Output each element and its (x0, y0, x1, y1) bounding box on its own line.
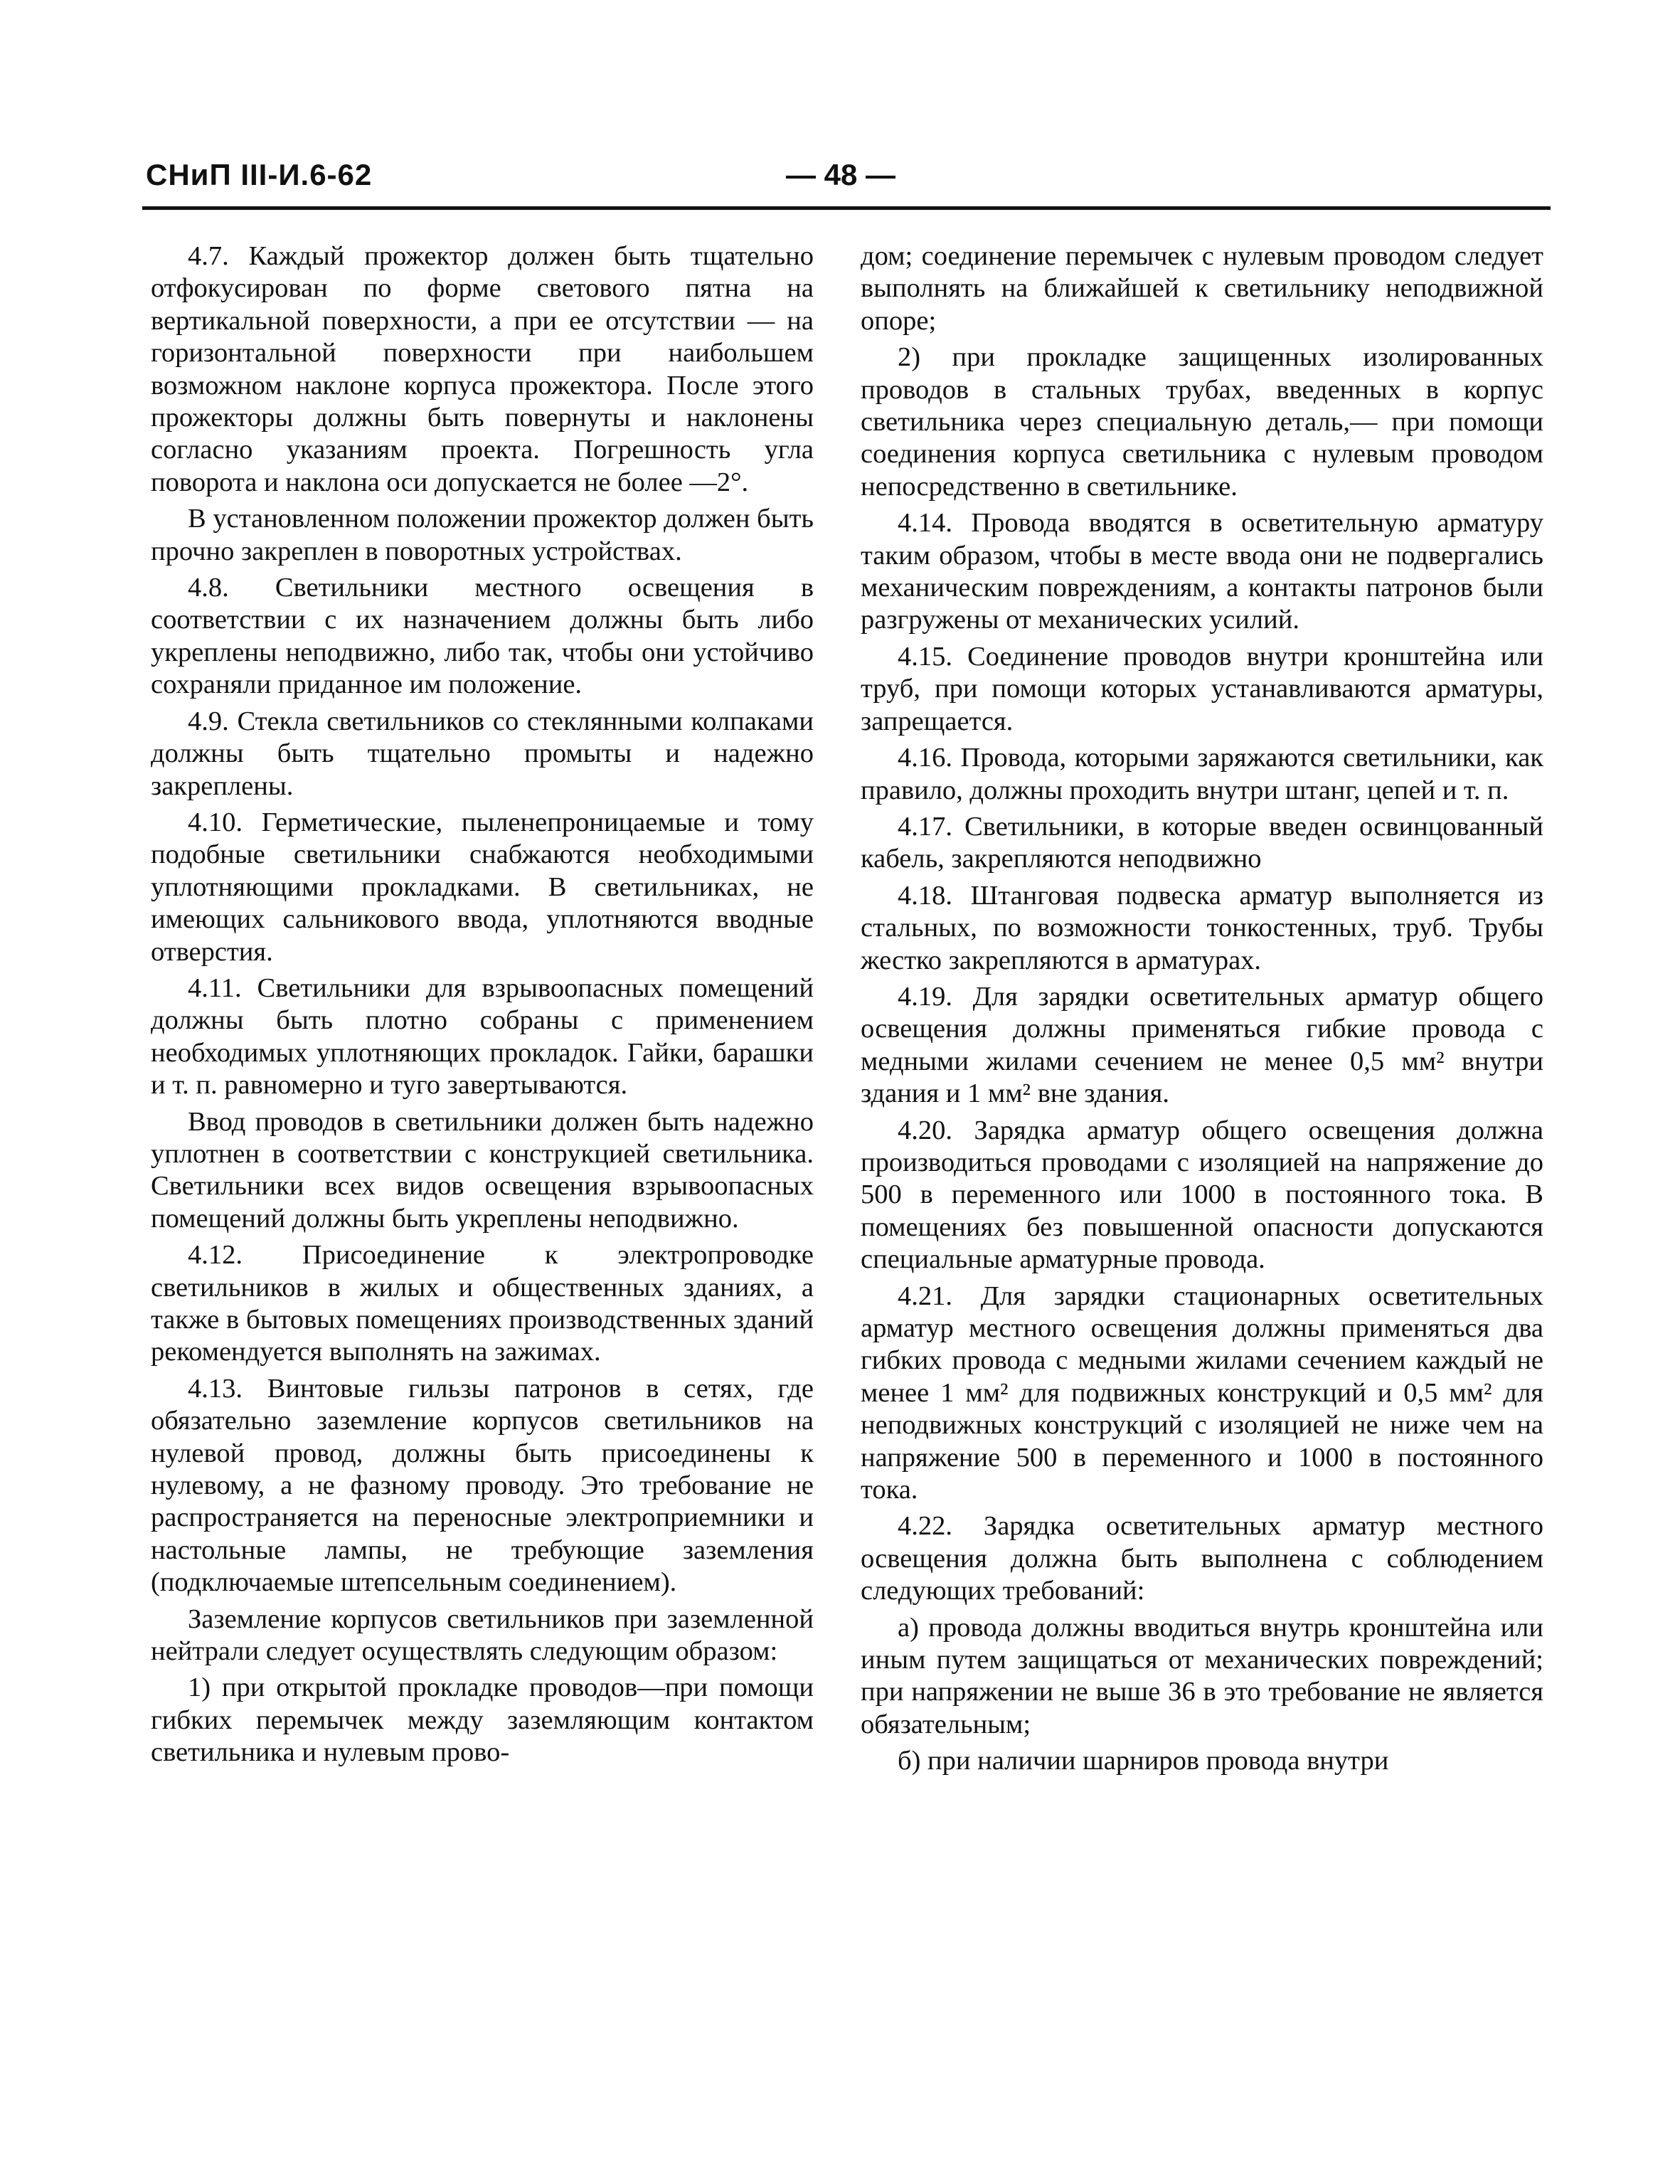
paragraph-4-15: 4.15. Соединение проводов внутри кронштейна или труб, при помощи которых устанавливаются арматуры, запрещается. (861, 641, 1543, 736)
page-header (146, 158, 1547, 201)
paragraph-4-22-item-b: б) при наличии шарниров провода внутри (898, 1746, 1389, 1776)
paragraph-4-20: 4.20. Зарядка арматур общего освещения должна производиться проводами с изоляцией на напряжение до 500 в переменного или 1000 в постоянного тока. В помещениях без повышенной опасности допускаются специальные арматурные провода. (861, 1115, 1543, 1275)
paragraph-4-12: 4.12. Присоединение к электропроводке светильников в жилых и общественных зданиях, а также в бытовых помещениях производственных зданий рекомендуется выполнять на зажимах. (151, 1240, 814, 1367)
right-column (861, 240, 1543, 1778)
page-number: — 48 — (786, 158, 896, 191)
paragraph-4-11-wiring: Ввод проводов в светильники должен быть надежно уплотнен в соответствии с конструкцией светильника. Светильники всех видов освещения взрывоопасных помещений должны быть укреплены неподвижно. (151, 1106, 814, 1234)
paragraph-4-9: 4.9. Стекла светильников со стеклянными колпаками должны быть тщательно промыты и надежно закреплены. (151, 706, 814, 801)
paragraph-4-13-item-1: 1) при открытой прокладке проводов—при помощи гибких перемычек между заземляющим контактом светильника и нулевым прово- (151, 1673, 814, 1768)
paragraph-4-13-grounding: Заземление корпусов светильников при заземленной нейтрали следует осуществлять следующим образом: (151, 1603, 814, 1667)
header-rule (142, 206, 1551, 210)
paragraph-4-7-mounting: В установленном положении прожектор должен быть прочно закреплен в поворотных устройствах. (151, 504, 814, 566)
paragraph-4-11: 4.11. Светильники для взрывоопасных помещений должны быть плотно собраны с применением необходимых уплотняющих прокладок. Гайки, барашки и т. п. равномерно и туго завертываются. (151, 972, 814, 1101)
paragraph-4-18: 4.18. Штанговая подвеска арматур выполняется из стальных, по возможности тонкостенных, труб. Трубы жестко закрепляются в арматурах. (861, 880, 1543, 975)
paragraph-4-14: 4.14. Провода вводятся в осветительную арматуру таким образом, чтобы в месте ввода они не подвергались механическим повреждениям, а контакты патронов были разгружены от механических усилий. (861, 508, 1543, 635)
paragraph-4-13-item-1-continued: дом; соединение перемычек с нулевым проводом следует выполнять на ближайшей к светильнику неподвижной опоре; (861, 241, 1543, 336)
paragraph-4-7: 4.7. Каждый прожектор должен быть тщательно отфокусирован по форме светового пятна на вертикальной поверхности, а при ее отсутствии — на горизонтальной поверхности при наибольшем возможном наклоне корпуса прожектора. После этого прожекторы должны быть повернуты и наклонены согласно указаниям проекта. Погрешность угла поворота и наклона оси допускается не более —2°. (151, 241, 814, 497)
document-code: СНиП III-И.6-62 (146, 158, 373, 191)
paragraph-4-10: 4.10. Герметические, пыленепроницаемые и тому подобные светильники снабжаются необходимыми уплотняющими прокладками. В светильниках, не имеющих сальникового ввода, уплотняются вводные отверстия. (151, 807, 814, 967)
paragraph-4-16: 4.16. Провода, которыми заряжаются светильники, как правило, должны проходить внутри штанг, цепей и т. п. (861, 743, 1543, 805)
paragraph-4-19: 4.19. Для зарядки осветительных арматур общего освещения должны применяться гибкие провода с медными жилами сечением не менее 0,5 мм² внутри здания и 1 мм² вне здания. (861, 981, 1543, 1109)
paragraph-4-8: 4.8. Светильники местного освещения в соответствии с их назначением должны быть либо укреплены неподвижно, либо так, чтобы они устойчиво сохраняли приданное им положение. (151, 573, 814, 700)
paragraph-4-13-item-2: 2) при прокладке защищенных изолированных проводов в стальных трубах, введенных в корпус светильника через специальную деталь,— при помощи соединения корпуса светильника с нулевым проводом непосредственно в светильнике. (861, 342, 1543, 502)
paragraph-4-21: 4.21. Для зарядки стационарных осветительных арматур местного освещения должны применяться два гибких провода с медными жилами сечением каждый не менее 1 мм² для подвижных конструкций и 0,5 мм² для неподвижных конструкций с изоляцией не ниже чем на напряжение 500 в переменного и 1000 в постоянного тока. (861, 1281, 1543, 1505)
paragraph-4-22: 4.22. Зарядка осветительных арматур местного освещения должна быть выполнена с соблюдением следующих требований: (861, 1511, 1543, 1606)
paragraph-4-22-item-a: а) провода должны вводиться внутрь кронштейна или иным путем защищаться от механических повреждений; при напряжении не выше 36 в это требование не является обязательным; (861, 1612, 1543, 1739)
paragraph-4-17: 4.17. Светильники, в которые введен освинцованный кабель, закрепляются неподвижно (861, 811, 1543, 874)
left-column (151, 240, 814, 1769)
paragraph-4-13: 4.13. Винтовые гильзы патронов в сетях, где обязательно заземление корпусов светильников на нулевой провод, должны быть присоединены к нулевому, а не фазному проводу. Это требование не распространяется на переносные электроприемники и настольные лампы, не требующие заземления (подключаемые штепсельным соединением). (151, 1373, 814, 1598)
